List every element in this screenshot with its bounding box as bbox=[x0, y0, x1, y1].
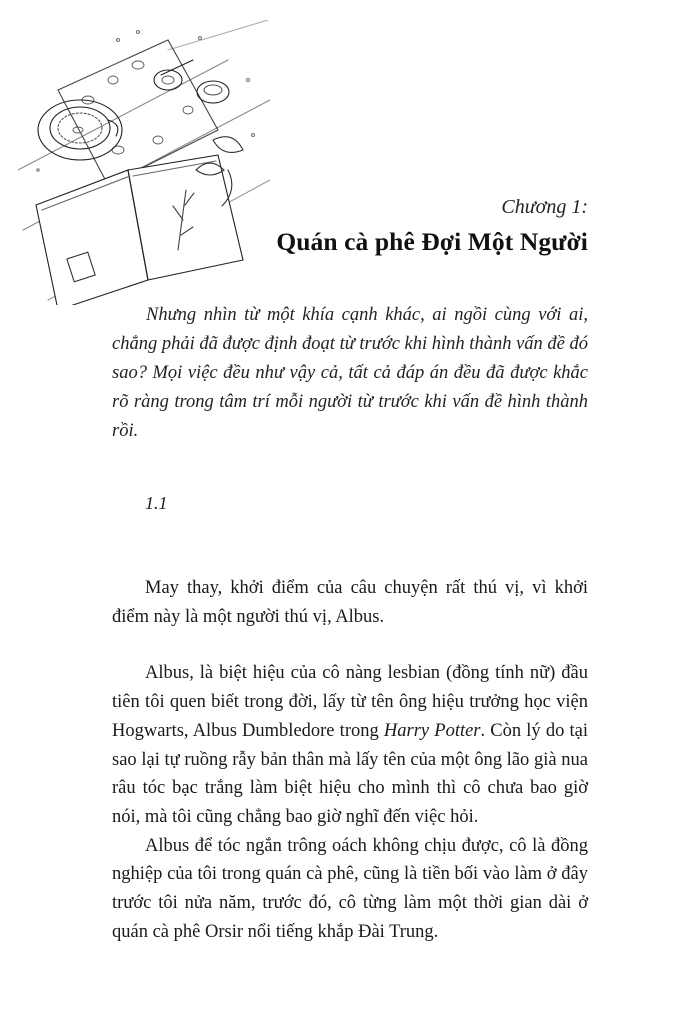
paragraph-2-start: Albus, là biệt hiệu của cô nàng lesbian (đồng tính nữ) đầu tiên tôi quen biết trong đời, lấy từ tên ông hiệu trưởng học viện Hogwarts, Albus Dumbledore trong bbox=[112, 663, 588, 741]
epigraph-text: Nhưng nhìn từ một khía cạnh khác, ai ngồi cùng với ai, chẳng phải đã được định đoạt từ trước khi hình thành vấn đề đó sao? Mọi việc đều như vậy cả, tất cả đáp án đều đã được khắc rõ ràng trong tâm trí mỗi người từ trước khi vấn đề hình thành rồi. bbox=[112, 305, 588, 441]
chapter-title: Quán cà phê Đợi Một Người bbox=[276, 227, 588, 256]
epigraph bbox=[112, 301, 588, 446]
body-text bbox=[112, 574, 588, 946]
paragraph-3: Albus để tóc ngắn trông oách không chịu được, cô là đồng nghiệp của tôi trong quán cà phê, cũng là tiền bối vào làm ở đây trước tôi nửa năm, trước đó, cô từng làm một thời gian dài ở quán cà phê Orsir nổi tiếng khắp Đài Trung. bbox=[112, 835, 588, 942]
book-title-italic: Harry Potter bbox=[383, 720, 481, 741]
paragraph-2 bbox=[112, 659, 588, 831]
paragraph-1: May thay, khởi điểm của câu chuyện rất thú vị, vì khởi điểm này là một người thú vị, Albus. bbox=[112, 578, 588, 627]
chapter-label: Chương 1: bbox=[501, 196, 588, 218]
section-number: 1.1 bbox=[145, 493, 168, 513]
coffee-book-illustration bbox=[18, 20, 270, 305]
chapter-heading bbox=[276, 196, 588, 257]
paragraph-2-end: . Còn lý do tại sao lại tự ruồng rẫy bản thân mà lấy tên của một ông lão già nua râu tóc bạc trắng làm biệt hiệu cho mình thì cô chưa bao giờ nói, mà tôi cũng chẳng bao giờ nghĩ đến việc hỏi. bbox=[112, 720, 588, 827]
